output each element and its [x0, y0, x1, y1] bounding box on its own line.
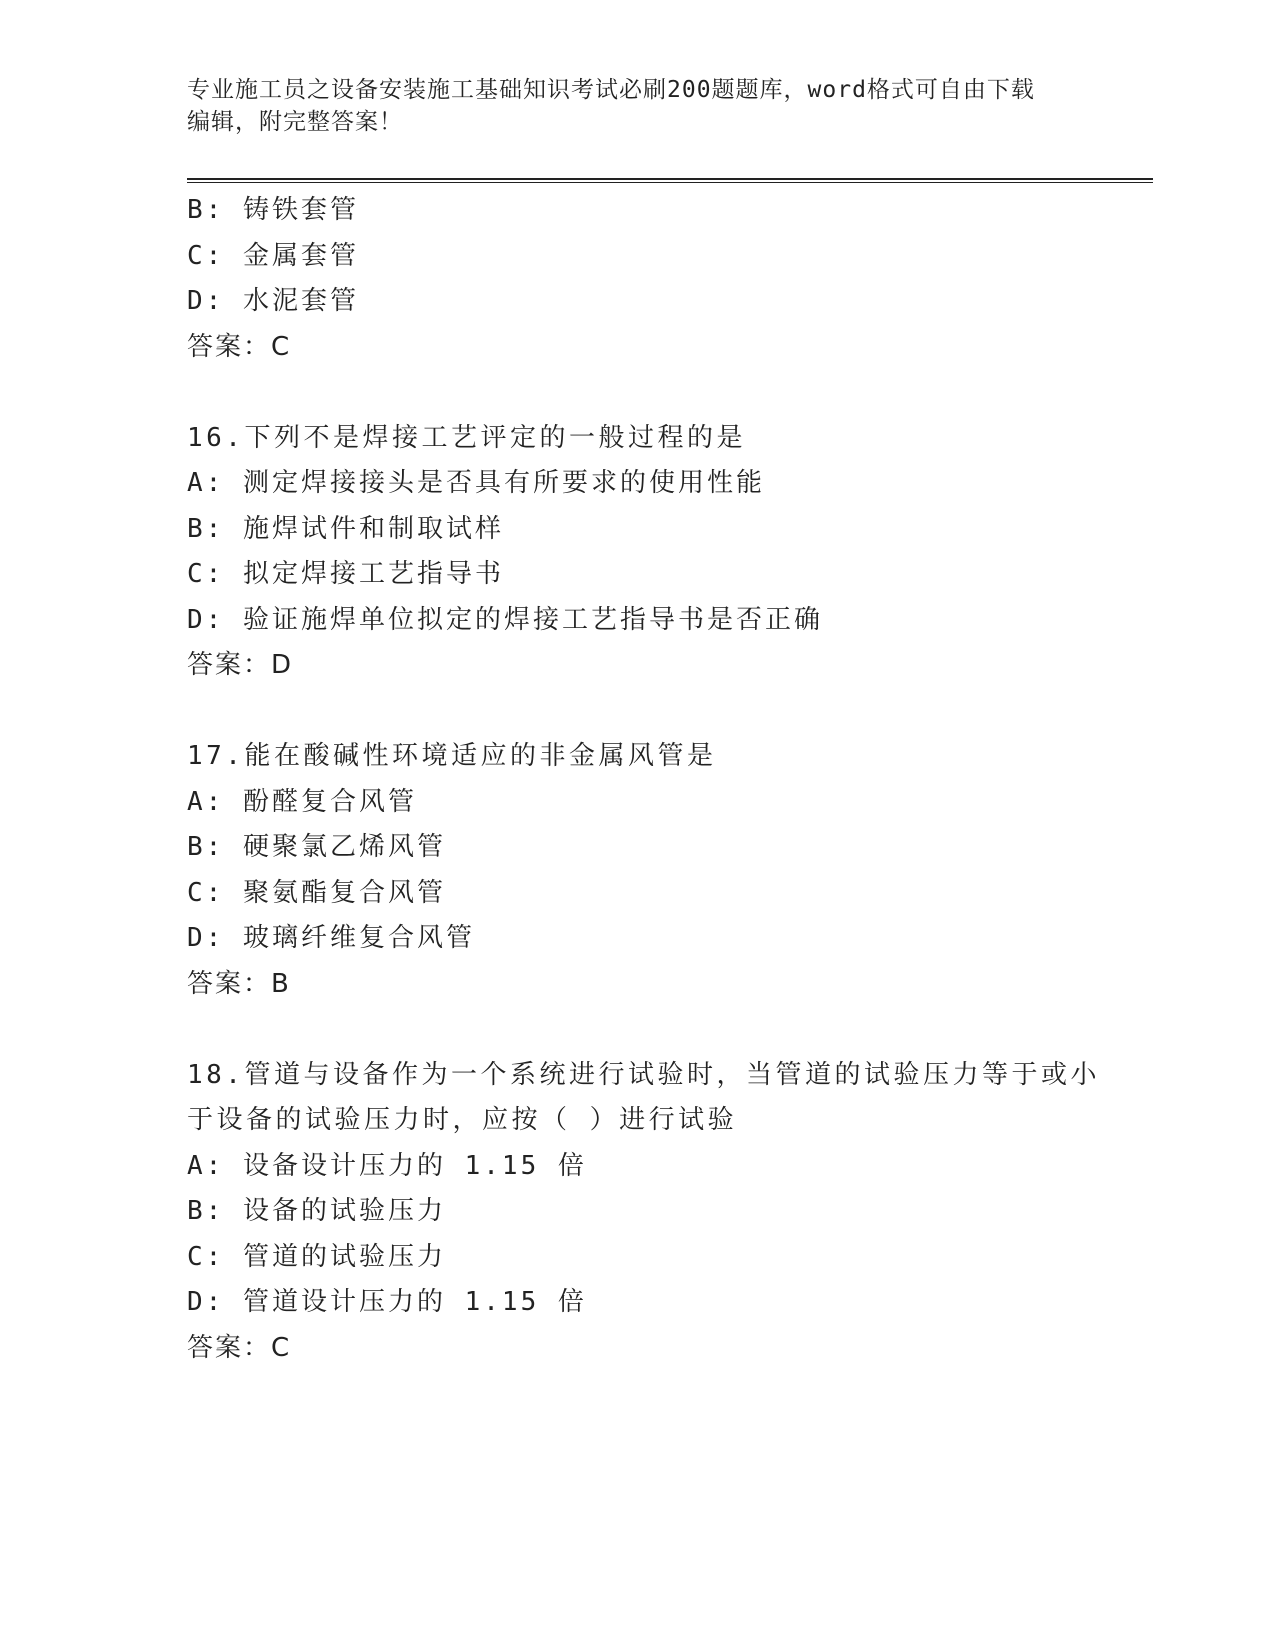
spacer	[187, 1007, 1087, 1053]
option-b: B: 硬聚氯乙烯风管	[187, 832, 446, 862]
option-d: D: 管道设计压力的 1.15 倍	[187, 1287, 587, 1317]
question-text: 16.下列不是焊接工艺评定的一般过程的是	[187, 422, 746, 453]
question-text: 17.能在酸碱性环境适应的非金属风管是	[187, 741, 717, 771]
option-a: A: 设备设计压力的 1.15 倍	[187, 1150, 587, 1181]
option-b: B: 设备的试验压力	[187, 1196, 446, 1226]
question-block-16	[187, 416, 1087, 689]
header-divider-thin	[187, 182, 1153, 183]
option-b: B: 施焊试件和制取试样	[187, 513, 504, 544]
option-b: B: 铸铁套管	[187, 195, 359, 225]
question-text-line-2: 于设备的试验压力时，应按（ ）进行试验	[187, 1105, 738, 1135]
document-header	[187, 74, 1067, 138]
question-block-15	[187, 188, 1087, 370]
option-c: C: 管道的试验压力	[187, 1241, 446, 1272]
option-c: C: 金属套管	[187, 240, 359, 271]
question-block-17	[187, 734, 1087, 1007]
question-text-line-1: 18.管道与设备作为一个系统进行试验时，当管道的试验压力等于或小	[187, 1059, 1100, 1090]
header-title-line-2: 编辑，附完整答案！	[187, 109, 403, 135]
answer-line: 答案：C	[187, 331, 292, 362]
header-title-line-1: 专业施工员之设备安装施工基础知识考试必刷200题题库，word格式可自由下载	[187, 77, 1035, 103]
question-list	[187, 188, 1100, 1371]
option-c: C: 聚氨酯复合风管	[187, 877, 446, 908]
header-divider-thick	[187, 178, 1153, 180]
option-d: D: 水泥套管	[187, 286, 359, 316]
answer-line: 答案：D	[187, 650, 294, 680]
option-d: D: 玻璃纤维复合风管	[187, 923, 475, 953]
option-c: C: 拟定焊接工艺指导书	[187, 559, 504, 589]
answer-line: 答案：B	[187, 968, 291, 999]
spacer	[187, 689, 1087, 735]
question-block-18	[187, 1053, 1100, 1372]
option-a: A: 酚醛复合风管	[187, 786, 417, 817]
option-a: A: 测定焊接接头是否具有所要求的使用性能	[187, 468, 765, 498]
spacer	[187, 370, 1087, 416]
answer-line: 答案：C	[187, 1332, 292, 1363]
option-d: D: 验证施焊单位拟定的焊接工艺指导书是否正确	[187, 604, 823, 635]
